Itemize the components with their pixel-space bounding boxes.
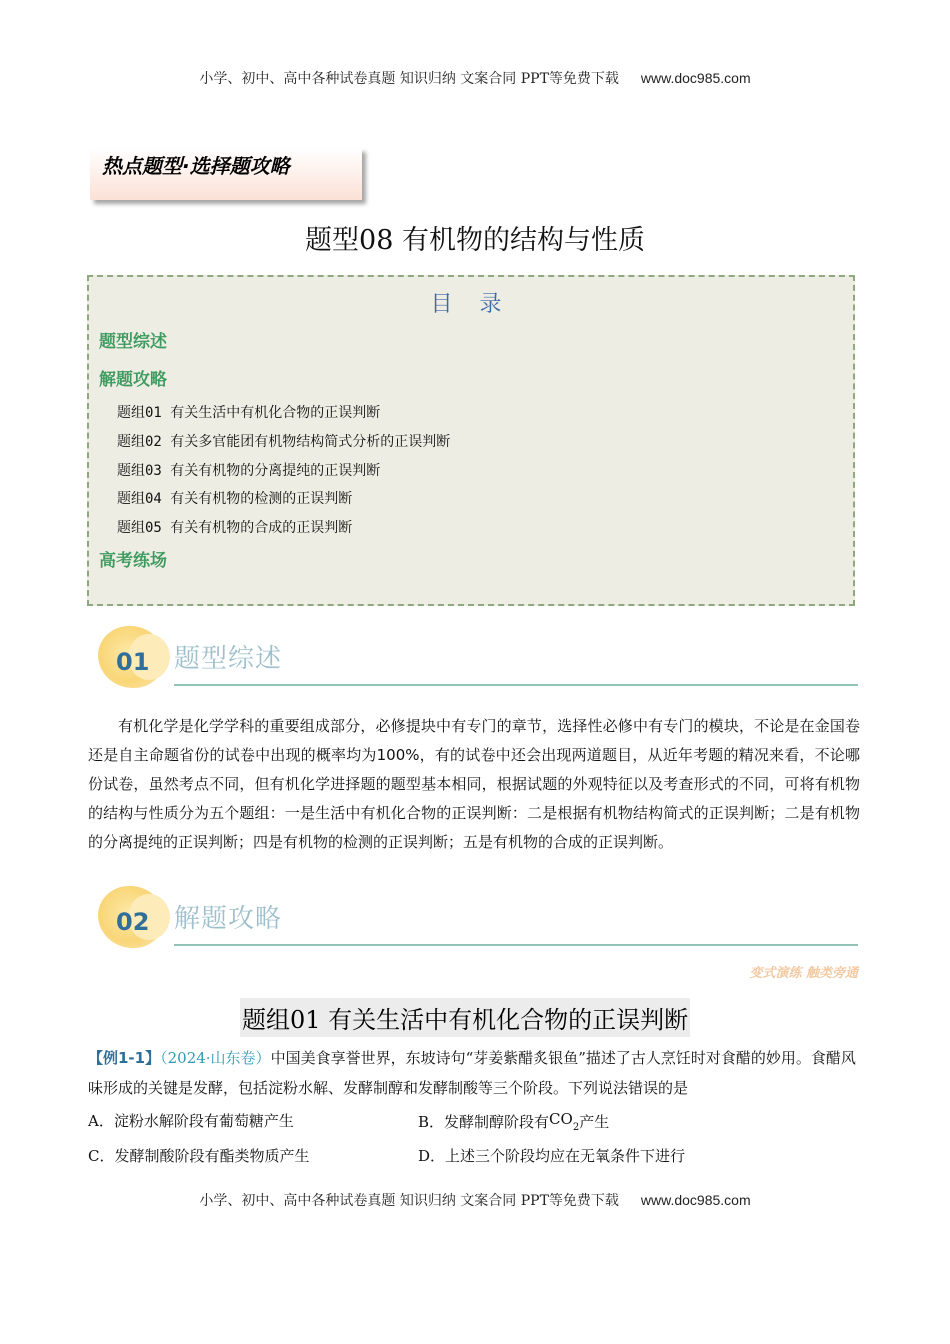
toc-item[interactable]: 题组01 有关生活中有机化合物的正误判断 — [117, 405, 381, 421]
question-source: （2024·山东卷） — [160, 1049, 271, 1067]
option-b-text: B．发酵制醇阶段有 — [418, 1113, 550, 1131]
group-title: 题组01 有关生活中有机化合物的正误判断 — [240, 998, 690, 1037]
section-title: 题型综述 — [174, 644, 283, 674]
question-text: 中国美食享誉世界，东坡诗句“芽姜紫醋炙银鱼”描述了古人烹饪时对食醋的妙用。食醋风味形成的关键是发酵，包括淀粉水解、发酵制醇和发酵制酸等三个阶段。下列说法错误的是 — [88, 1049, 856, 1097]
header-site-link[interactable]: www.doc985.com — [640, 70, 751, 86]
question-stem — [88, 1043, 860, 1103]
toc-item[interactable]: 题组03 有关有机物的分离提纯的正误判断 — [117, 463, 381, 479]
section-heading-overview — [88, 626, 858, 698]
footer-text: 小学、初中、高中各种试卷真题 知识归纳 文案合同 PPT等免费下载 — [199, 1193, 619, 1209]
section-divider — [174, 944, 858, 946]
section-heading-strategy — [88, 886, 858, 958]
table-of-contents — [87, 275, 855, 606]
banner-text: 热点题型·选择题攻略 — [102, 154, 290, 178]
option-b-text-end: 产生 — [579, 1113, 610, 1131]
toc-item[interactable]: 题组02 有关多官能团有机物结构简式分析的正误判断 — [117, 434, 451, 450]
overview-paragraph: 有机化学是化学学科的重要组成部分，必修提块中有专门的章节，选择性必修中有专门的模块，不论是在金国卷还是自主命题省份的试卷中出现的概率均为100%，有的试卷中还会出现两道题目，从近年考题的精况来看，不论哪份试卷，虽然考点不同，但有机化学进择题的题型基本相同，根据试题的外观特征以及考查形式的不同，可将有机物的结构与性质分为五个题组：一是生活中有机化合物的正误判断：二是根据有机物结构简式的正误判断；二是有机物的分离提纯的正误判断；四是有机物的检测的正误判断；五是有机物的合成的正误判断。 — [88, 717, 860, 851]
toc-item[interactable]: 题组04 有关有机物的检测的正误判断 — [117, 491, 353, 507]
footer-site-link[interactable]: www.doc985.com — [640, 1192, 751, 1208]
option-d[interactable]: D．上述三个阶段均应在无氧条件下进行 — [418, 1147, 686, 1165]
toc-section-overview[interactable]: 题型综述 — [99, 332, 167, 352]
option-c[interactable]: C．发酵制酸阶段有酯类物质产生 — [88, 1147, 310, 1165]
section-number: 02 — [116, 908, 150, 936]
toc-item[interactable]: 题组05 有关有机物的合成的正误判断 — [117, 520, 353, 536]
page-footer — [0, 1190, 950, 1210]
question-label: 【例1-1】 — [88, 1049, 161, 1067]
section-number: 01 — [116, 648, 150, 676]
toc-title: 目 录 — [430, 292, 512, 317]
tagline: 变式演练 触类旁通 — [749, 966, 858, 981]
page-title: 题型08 有机物的结构与性质 — [305, 225, 645, 256]
co2-subscript: 2 — [572, 1122, 580, 1133]
toc-section-practice[interactable]: 高考练场 — [99, 551, 167, 571]
section-divider — [174, 684, 858, 686]
toc-section-strategy[interactable]: 解题攻略 — [99, 370, 167, 390]
page-header — [0, 68, 950, 88]
co2-formula: CO — [549, 1110, 573, 1128]
section-title: 解题攻略 — [174, 904, 283, 934]
header-text: 小学、初中、高中各种试卷真题 知识归纳 文案合同 PPT等免费下载 — [199, 71, 619, 87]
category-banner — [90, 148, 362, 200]
option-b[interactable] — [418, 1110, 609, 1133]
option-a[interactable]: A．淀粉水解阶段有葡萄糖产生 — [88, 1112, 294, 1130]
